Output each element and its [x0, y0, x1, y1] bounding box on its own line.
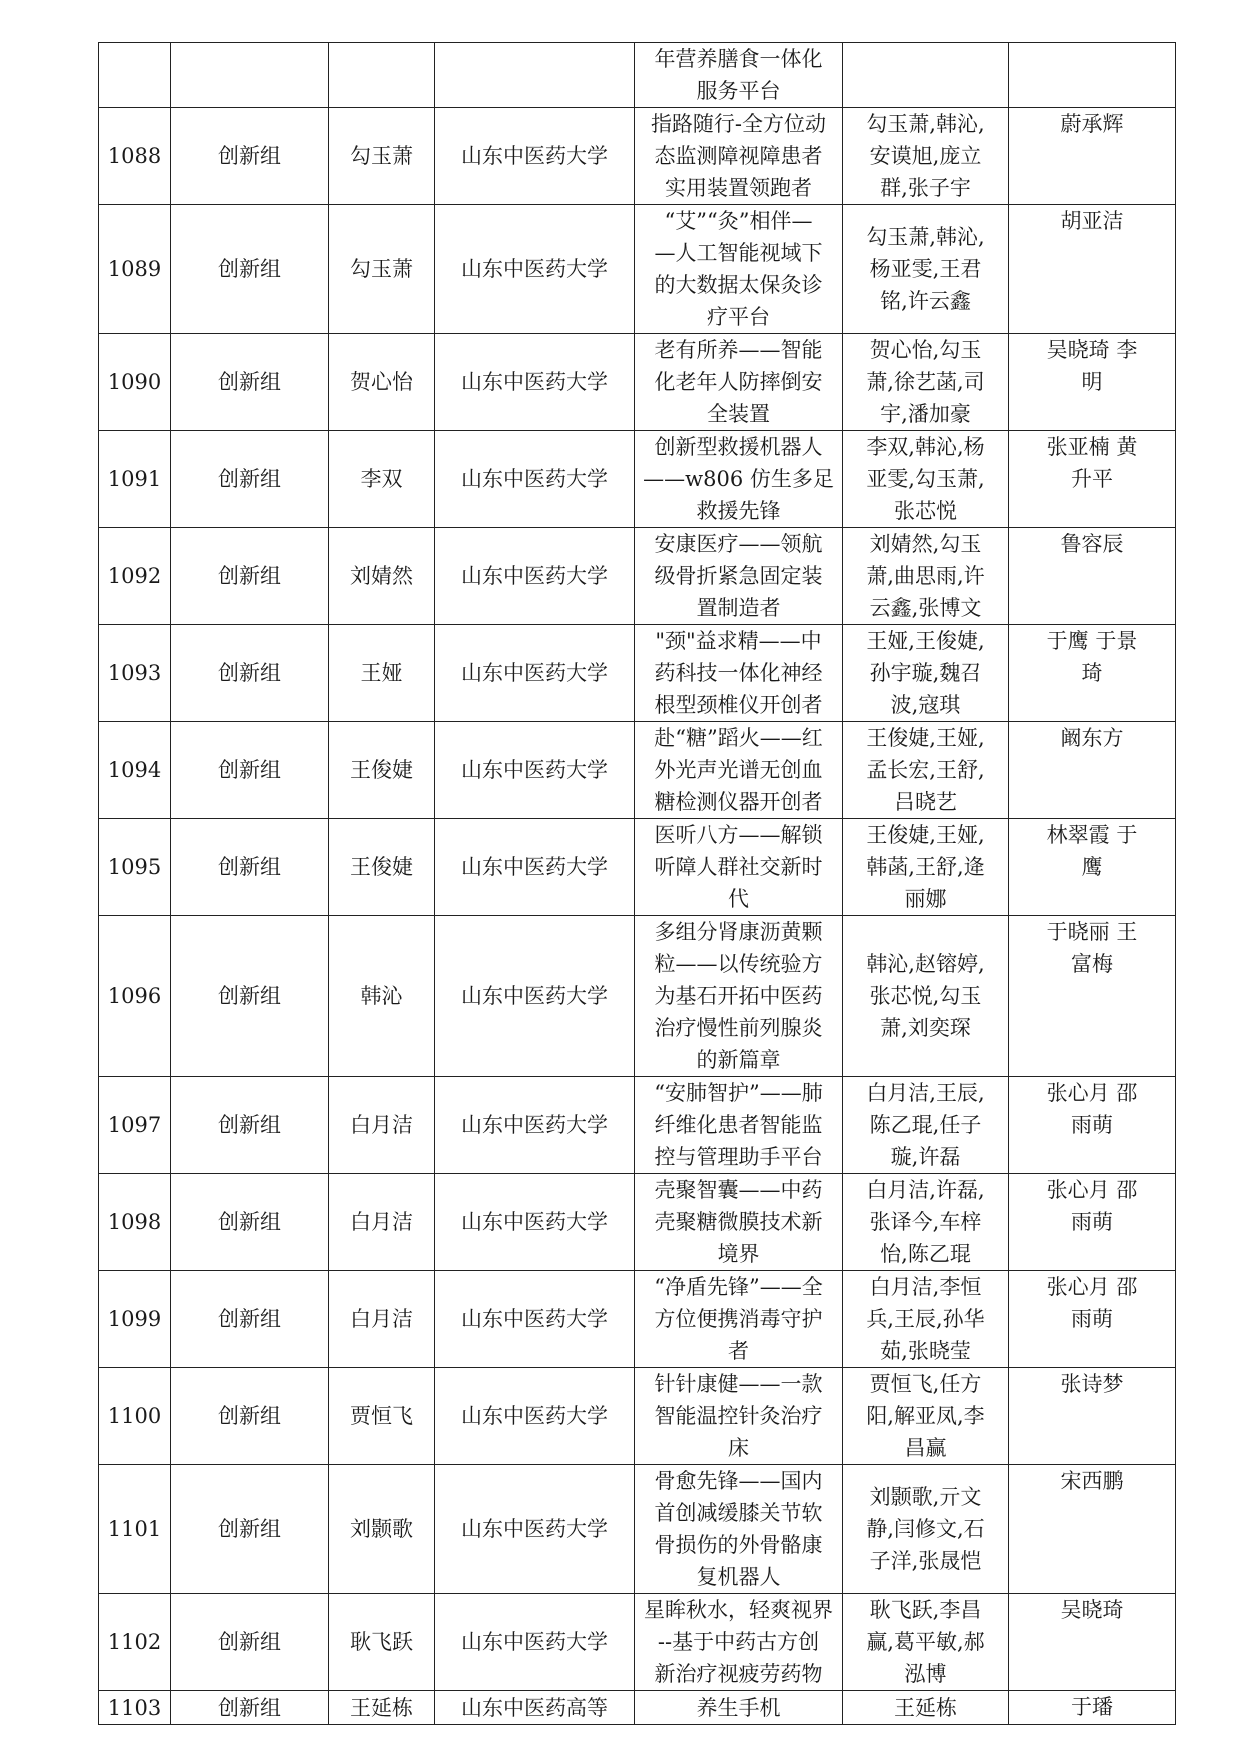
category-cell: 创新组	[171, 722, 329, 819]
advisor-line: 雨萌	[1071, 1307, 1113, 1331]
advisor-cell	[1009, 431, 1176, 528]
members-line: 亚雯,勾玉萧,	[866, 467, 985, 491]
project-title-line: 星眸秋水，轻爽视界	[644, 1598, 833, 1622]
leader-cell: 白月洁	[329, 1271, 435, 1368]
project-title-cell	[635, 625, 843, 722]
school-cell: 山东中医药大学	[435, 334, 635, 431]
advisor-line: 于晓丽 王	[1046, 920, 1138, 944]
members-line: 静,闫修文,石	[866, 1517, 985, 1541]
members-line: 白月洁,王辰,	[866, 1081, 985, 1105]
members-line: 王俊婕,王娅,	[866, 726, 985, 750]
school-cell: 山东中医药大学	[435, 1271, 635, 1368]
project-title-line: “艾”“灸”相伴—	[664, 209, 813, 233]
table-row	[99, 1077, 1176, 1174]
project-title-line: 代	[728, 887, 749, 911]
advisor-cell	[1009, 819, 1176, 916]
category-cell: 创新组	[171, 334, 329, 431]
project-id-cell: 1097	[99, 1077, 171, 1174]
advisor-cell	[1009, 1077, 1176, 1174]
leader-cell: 刘婧然	[329, 528, 435, 625]
project-title-line: 安康医疗——领航	[654, 532, 823, 556]
advisor-line: 宋西鹏	[1060, 1469, 1124, 1493]
members-line: 李双,韩沁,杨	[866, 435, 985, 459]
leader-cell: 白月洁	[329, 1174, 435, 1271]
members-cell	[843, 431, 1009, 528]
category-cell: 创新组	[171, 431, 329, 528]
advisor-line: 富梅	[1071, 952, 1113, 976]
school-cell: 山东中医药大学	[435, 205, 635, 334]
members-line: 贾恒飞,任方	[869, 1372, 982, 1396]
project-title-line: ——w806 仿生多足	[643, 467, 834, 491]
project-title-line: 床	[728, 1436, 749, 1460]
advisor-cell	[1009, 1594, 1176, 1691]
advisor-line: 张心月 邵	[1046, 1081, 1138, 1105]
school-cell: 山东中医药大学	[435, 1174, 635, 1271]
project-title-cell	[635, 1077, 843, 1174]
project-id-cell: 1098	[99, 1174, 171, 1271]
leader-cell: 王延栋	[329, 1691, 435, 1725]
advisor-line: 升平	[1071, 467, 1113, 491]
project-title-line: 外光声光谱无创血	[654, 758, 823, 782]
members-line: 孟长宏,王舒,	[866, 758, 985, 782]
leader-cell: 王俊婕	[329, 722, 435, 819]
advisor-line: 鲁容辰	[1060, 532, 1124, 556]
project-title-line: 态监测障视障患者	[654, 144, 823, 168]
project-title-line: 的新篇章	[696, 1048, 781, 1072]
advisor-line: 张心月 邵	[1046, 1275, 1138, 1299]
members-line: 韩沁,赵镕婷,	[866, 952, 985, 976]
leader-cell: 韩沁	[329, 916, 435, 1077]
project-title-cell	[635, 334, 843, 431]
advisor-cell	[1009, 1691, 1176, 1725]
project-title-line: 新治疗视疲劳药物	[654, 1662, 823, 1686]
advisor-line: 张亚楠 黄	[1046, 435, 1138, 459]
project-title-cell	[635, 431, 843, 528]
members-cell	[843, 334, 1009, 431]
members-line: 王俊婕,王娅,	[866, 823, 985, 847]
category-cell: 创新组	[171, 1077, 329, 1174]
advisor-line: 阚东方	[1060, 726, 1124, 750]
advisor-cell	[1009, 916, 1176, 1077]
members-line: 萧,徐艺菡,司	[866, 370, 985, 394]
advisor-line: 蔚承辉	[1060, 112, 1124, 136]
advisor-line: 明	[1081, 370, 1103, 394]
members-line: 杨亚雯,王君	[869, 257, 982, 281]
school-cell: 山东中医药大学	[435, 108, 635, 205]
project-title-line: 养生手机	[696, 1695, 781, 1720]
project-title-cell	[635, 43, 843, 108]
project-title-line: 治疗慢性前列腺炎	[654, 1016, 823, 1040]
leader-cell: 贾恒飞	[329, 1368, 435, 1465]
project-title-cell	[635, 1465, 843, 1594]
table-row	[99, 819, 1176, 916]
members-line: 刘颢歌,亓文	[869, 1485, 982, 1509]
advisor-cell	[1009, 43, 1176, 108]
members-line: 群,张子宇	[880, 176, 971, 200]
project-title-line: 的大数据太保灸诊	[654, 273, 823, 297]
project-title-line: 化老年人防摔倒安	[654, 370, 823, 394]
project-title-cell	[635, 1691, 843, 1725]
members-line: 勾玉萧,韩沁,	[866, 225, 985, 249]
members-line: 萧,曲思雨,许	[866, 564, 985, 588]
leader-cell	[329, 43, 435, 108]
project-title-line: 首创减缓膝关节软	[654, 1501, 823, 1525]
advisor-cell	[1009, 528, 1176, 625]
advisor-cell	[1009, 108, 1176, 205]
members-cell	[843, 819, 1009, 916]
table-row	[99, 431, 1176, 528]
school-cell: 山东中医药大学	[435, 722, 635, 819]
school-cell: 山东中医药高等	[435, 1691, 635, 1725]
table-body	[99, 43, 1176, 1725]
members-cell	[843, 916, 1009, 1077]
project-title-line: 粒——以传统验方	[654, 952, 823, 976]
school-cell: 山东中医药大学	[435, 1594, 635, 1691]
project-title-line: 救援先锋	[696, 499, 781, 523]
members-cell	[843, 722, 1009, 819]
category-cell: 创新组	[171, 108, 329, 205]
project-title-line: 壳聚糖微膜技术新	[654, 1210, 823, 1234]
project-title-line: 全装置	[707, 402, 770, 426]
advisor-line: 雨萌	[1071, 1210, 1113, 1234]
members-cell	[843, 1174, 1009, 1271]
school-cell	[435, 43, 635, 108]
members-line: 宇,潘加豪	[880, 402, 971, 426]
project-title-cell	[635, 528, 843, 625]
project-title-line: 实用装置领跑者	[665, 176, 812, 200]
advisor-line: 张诗梦	[1060, 1372, 1124, 1396]
project-title-line: “安肺智护”——肺	[654, 1081, 823, 1105]
project-id-cell: 1103	[99, 1691, 171, 1725]
project-title-cell	[635, 1174, 843, 1271]
table-row	[99, 1465, 1176, 1594]
advisor-line: 鹰	[1081, 855, 1103, 879]
leader-cell: 王俊婕	[329, 819, 435, 916]
members-line: 刘婧然,勾玉	[869, 532, 982, 556]
school-cell: 山东中医药大学	[435, 819, 635, 916]
members-cell	[843, 1368, 1009, 1465]
members-line: 茹,张晓莹	[880, 1339, 971, 1363]
project-id-cell: 1100	[99, 1368, 171, 1465]
project-title-line: 药科技一体化神经	[654, 661, 823, 685]
project-title-cell	[635, 1271, 843, 1368]
project-table	[98, 42, 1176, 1725]
leader-cell: 勾玉萧	[329, 205, 435, 334]
project-id-cell: 1092	[99, 528, 171, 625]
table-row	[99, 108, 1176, 205]
project-title-cell	[635, 1368, 843, 1465]
table-row	[99, 1691, 1176, 1725]
members-line: 韩菡,王舒,逄	[866, 855, 985, 879]
members-line: 丽娜	[904, 887, 947, 911]
project-title-line: 指路随行-全方位动	[650, 112, 827, 136]
project-id-cell: 1088	[99, 108, 171, 205]
school-cell: 山东中医药大学	[435, 1077, 635, 1174]
table-row	[99, 43, 1176, 108]
school-cell: 山东中医药大学	[435, 431, 635, 528]
project-title-cell	[635, 205, 843, 334]
project-title-line: "颈"益求精——中	[655, 629, 822, 653]
members-line: 勾玉萧,韩沁,	[866, 112, 985, 136]
members-line: 贺心怡,勾玉	[869, 338, 982, 362]
advisor-cell	[1009, 1465, 1176, 1594]
members-cell	[843, 1465, 1009, 1594]
school-cell: 山东中医药大学	[435, 528, 635, 625]
category-cell: 创新组	[171, 819, 329, 916]
project-id-cell: 1099	[99, 1271, 171, 1368]
project-title-line: 者	[728, 1339, 749, 1363]
project-title-line: 方位便携消毒守护	[654, 1307, 823, 1331]
project-title-line: 级骨折紧急固定装	[654, 564, 823, 588]
members-line: 吕晓艺	[894, 790, 957, 814]
project-title-line: 赴“糖”蹈火——红	[654, 726, 823, 750]
members-line: 铭,许云鑫	[880, 289, 971, 313]
advisor-line: 于鹰 于景	[1046, 629, 1138, 653]
project-id-cell: 1101	[99, 1465, 171, 1594]
project-title-line: 为基石开拓中医药	[654, 984, 823, 1008]
members-cell	[843, 1691, 1009, 1725]
project-title-cell	[635, 722, 843, 819]
leader-cell: 勾玉萧	[329, 108, 435, 205]
table-row	[99, 916, 1176, 1077]
table-row	[99, 334, 1176, 431]
project-id-cell: 1091	[99, 431, 171, 528]
advisor-cell	[1009, 334, 1176, 431]
project-title-line: 创新型救援机器人	[654, 435, 823, 459]
category-cell: 创新组	[171, 1174, 329, 1271]
members-line: 张芯悦,勾玉	[869, 984, 982, 1008]
advisor-line: 于璠	[1071, 1695, 1113, 1719]
project-id-cell: 1102	[99, 1594, 171, 1691]
members-cell	[843, 108, 1009, 205]
category-cell: 创新组	[171, 1271, 329, 1368]
members-cell	[843, 43, 1009, 108]
members-line: 安谟旭,庞立	[869, 144, 982, 168]
project-id-cell: 1090	[99, 334, 171, 431]
project-title-line: --基于中药古方创	[657, 1630, 820, 1654]
project-title-cell	[635, 916, 843, 1077]
advisor-line: 吴晓琦	[1060, 1598, 1124, 1622]
members-line: 张译今,车梓	[869, 1210, 982, 1234]
project-title-line: 骨愈先锋——国内	[654, 1469, 823, 1493]
leader-cell: 李双	[329, 431, 435, 528]
project-title-line: 根型颈椎仪开创者	[654, 693, 823, 717]
school-cell: 山东中医药大学	[435, 1368, 635, 1465]
project-id-cell: 1095	[99, 819, 171, 916]
members-line: 陈乙琨,任子	[869, 1113, 982, 1137]
members-line: 阳,解亚凤,李	[866, 1404, 985, 1428]
table-row	[99, 1271, 1176, 1368]
project-title-line: 骨损伤的外骨骼康	[654, 1533, 823, 1557]
project-title-line: 医听八方——解锁	[654, 823, 823, 847]
category-cell	[171, 43, 329, 108]
project-title-line: 针针康健——一款	[654, 1372, 823, 1396]
leader-cell: 王娅	[329, 625, 435, 722]
advisor-cell	[1009, 1368, 1176, 1465]
project-title-line: 控与管理助手平台	[654, 1145, 823, 1169]
project-title-line: 纤维化患者智能监	[654, 1113, 823, 1137]
members-line: 萧,刘奕琛	[880, 1016, 971, 1040]
advisor-line: 吴晓琦 李	[1046, 338, 1138, 362]
members-line: 王娅,王俊婕,	[866, 629, 985, 653]
project-title-cell	[635, 108, 843, 205]
project-title-line: 糖检测仪器开创者	[654, 790, 823, 814]
category-cell: 创新组	[171, 1594, 329, 1691]
members-line: 赢,葛平敏,郝	[866, 1630, 985, 1654]
project-title-line: 听障人群社交新时	[654, 855, 823, 879]
advisor-cell	[1009, 1174, 1176, 1271]
advisor-line: 琦	[1081, 661, 1103, 685]
project-id-cell	[99, 43, 171, 108]
project-title-line: 置制造者	[696, 596, 781, 620]
category-cell: 创新组	[171, 528, 329, 625]
project-title-line: “净盾先锋”——全	[654, 1275, 823, 1299]
project-title-line: 多组分肾康沥黄颗	[654, 920, 823, 944]
members-cell	[843, 528, 1009, 625]
school-cell: 山东中医药大学	[435, 1465, 635, 1594]
category-cell: 创新组	[171, 1465, 329, 1594]
table-row	[99, 205, 1176, 334]
members-line: 兵,王辰,孙华	[866, 1307, 985, 1331]
project-id-cell: 1093	[99, 625, 171, 722]
members-line: 怡,陈乙琨	[880, 1242, 971, 1266]
members-line: 耿飞跃,李昌	[869, 1598, 982, 1622]
members-line: 张芯悦	[894, 499, 957, 523]
members-cell	[843, 205, 1009, 334]
advisor-cell	[1009, 205, 1176, 334]
category-cell: 创新组	[171, 205, 329, 334]
members-line: 白月洁,许磊,	[866, 1178, 985, 1202]
project-id-cell: 1094	[99, 722, 171, 819]
members-line: 泓博	[904, 1662, 947, 1686]
members-line: 白月洁,李恒	[869, 1275, 982, 1299]
members-cell	[843, 625, 1009, 722]
school-cell: 山东中医药大学	[435, 916, 635, 1077]
table-row	[99, 528, 1176, 625]
members-line: 子洋,张晟恺	[869, 1549, 982, 1573]
leader-cell: 耿飞跃	[329, 1594, 435, 1691]
project-title-line: 境界	[717, 1242, 760, 1266]
leader-cell: 白月洁	[329, 1077, 435, 1174]
members-cell	[843, 1077, 1009, 1174]
project-title-line: 服务平台	[696, 79, 781, 103]
leader-cell: 刘颢歌	[329, 1465, 435, 1594]
members-line: 昌赢	[904, 1436, 947, 1460]
leader-cell: 贺心怡	[329, 334, 435, 431]
category-cell: 创新组	[171, 1368, 329, 1465]
project-title-line: 年营养膳食一体化	[654, 47, 823, 71]
project-title-line: 智能温控针灸治疗	[654, 1404, 823, 1428]
project-id-cell: 1089	[99, 205, 171, 334]
advisor-line: 张心月 邵	[1046, 1178, 1138, 1202]
table-row	[99, 1174, 1176, 1271]
project-id-cell: 1096	[99, 916, 171, 1077]
advisor-cell	[1009, 722, 1176, 819]
category-cell: 创新组	[171, 625, 329, 722]
members-line: 王延栋	[894, 1695, 957, 1720]
members-line: 波,寇琪	[890, 693, 961, 717]
project-title-line: —人工智能视域下	[654, 241, 823, 265]
project-title-cell	[635, 819, 843, 916]
members-cell	[843, 1271, 1009, 1368]
members-line: 云鑫,张博文	[869, 596, 982, 620]
advisor-line: 雨萌	[1071, 1113, 1113, 1137]
school-cell: 山东中医药大学	[435, 625, 635, 722]
project-title-line: 疗平台	[707, 305, 770, 329]
table-row	[99, 625, 1176, 722]
members-line: 璇,许磊	[890, 1145, 961, 1169]
project-title-line: 复机器人	[696, 1565, 781, 1589]
table-row	[99, 1594, 1176, 1691]
advisor-line: 林翠霞 于	[1046, 823, 1138, 847]
advisor-line: 胡亚洁	[1060, 209, 1124, 233]
project-title-cell	[635, 1594, 843, 1691]
category-cell: 创新组	[171, 1691, 329, 1725]
advisor-cell	[1009, 1271, 1176, 1368]
members-cell	[843, 1594, 1009, 1691]
project-title-line: 壳聚智囊——中药	[654, 1178, 823, 1202]
project-title-line: 老有所养——智能	[654, 338, 823, 362]
advisor-cell	[1009, 625, 1176, 722]
table-row	[99, 722, 1176, 819]
members-line: 孙宇璇,魏召	[869, 661, 982, 685]
category-cell: 创新组	[171, 916, 329, 1077]
table-row	[99, 1368, 1176, 1465]
